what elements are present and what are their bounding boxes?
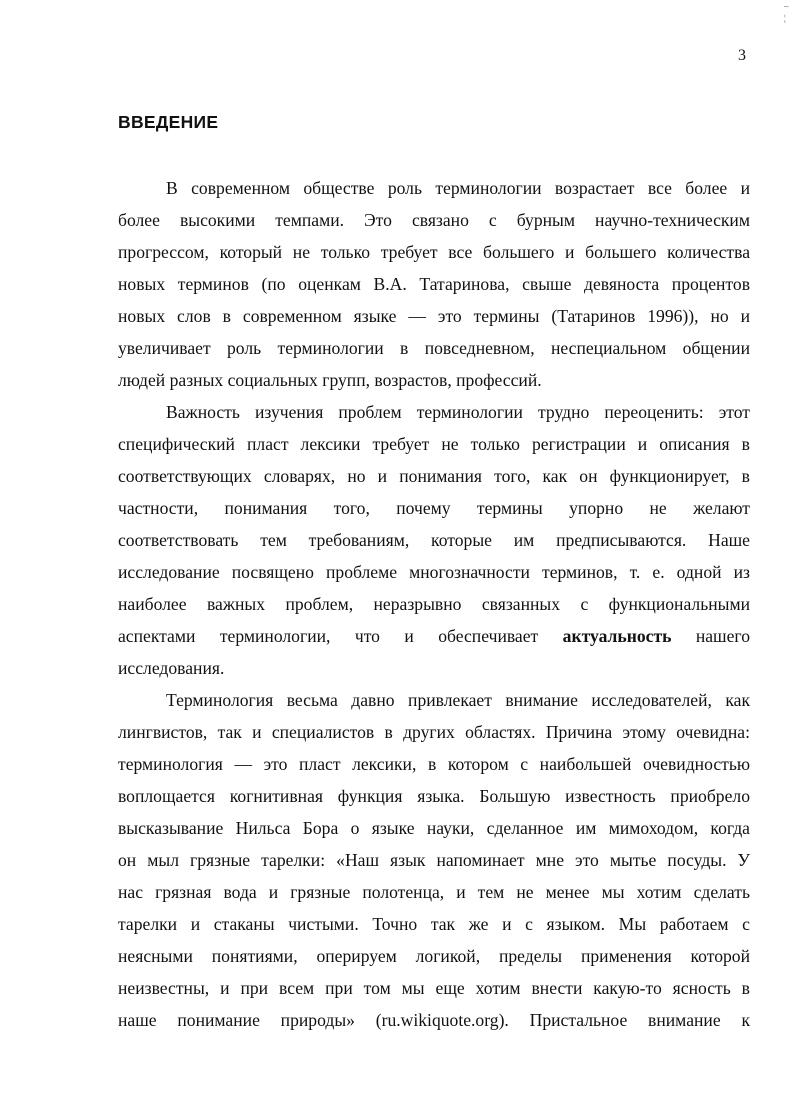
text-line: соответствующих словарях, но и понимания того, как он функционирует, в <box>118 466 750 486</box>
text-line: специфический пласт лексики требует не только регистрации и описания в <box>118 434 750 454</box>
text-line-with-emphasis <box>118 620 750 652</box>
page-number: 3 <box>738 47 746 64</box>
text-line: исследование посвящено проблеме многозначности терминов, т. е. одной из <box>118 562 750 582</box>
text-line: исследования. <box>118 658 225 678</box>
text-line: Важность изучения проблем терминологии трудно переоценить: этот <box>166 402 750 422</box>
emphasis-relevance: актуальность <box>562 626 672 646</box>
section-heading: ВВЕДЕНИЕ <box>118 112 219 132</box>
text-line: нас грязная вода и грязные полотенца, и тем не менее мы хотим сделать <box>118 882 750 902</box>
paragraph-3 <box>118 684 750 1036</box>
text-run: нашего <box>671 626 750 646</box>
text-line: неясными понятиями, оперируем логикой, пределы применения которой <box>118 946 750 966</box>
text-line: высказывание Нильса Бора о языке науки, сделанное им мимоходом, когда <box>118 818 750 838</box>
text-line: он мыл грязные тарелки: «Наш язык напоминает мне это мытье посуды. У <box>118 850 750 870</box>
text-line: неизвестны, и при всем при том мы еще хотим внести какую-то ясность в <box>118 978 750 998</box>
text-line: новых слов в современном языке — это термины (Татаринов 1996)), но и <box>118 306 750 326</box>
text-line: людей разных социальных групп, возрастов, профессий. <box>118 370 542 390</box>
text-run: аспектами терминологии, что и обеспечивает <box>118 626 563 646</box>
text-line: более высокими темпами. Это связано с бурным научно-техническим <box>118 210 750 230</box>
body-text <box>118 172 750 1036</box>
scan-corner-mark <box>784 0 789 24</box>
paragraph-2 <box>118 396 750 684</box>
text-line: лингвистов, так и специалистов в других областях. Причина этому очевидна: <box>118 722 750 742</box>
text-line: тарелки и стаканы чистыми. Точно так же и с языком. Мы работаем с <box>118 914 750 934</box>
text-line: воплощается когнитивная функция языка. Большую известность приобрело <box>118 786 750 806</box>
text-line: соответствовать тем требованиям, которые им предписываются. Наше <box>118 530 750 550</box>
text-line: В современном обществе роль терминологии возрастает все более и <box>166 178 750 198</box>
text-line: новых терминов (по оценкам В.А. Татаринова, свыше девяноста процентов <box>118 274 750 294</box>
corner-mark-dash: – <box>784 1 789 11</box>
text-line: частности, понимания того, почему термины упорно не желают <box>118 498 750 518</box>
text-line: наше понимание природы» (ru.wikiquote.org). Пристальное внимание к <box>118 1010 750 1030</box>
paragraph-1 <box>118 172 750 396</box>
text-line: прогрессом, который не только требует все большего и большего количества <box>118 242 750 262</box>
text-line: терминология — это пласт лексики, в котором с наибольшей очевидностью <box>118 754 750 774</box>
corner-mark-bar: ¦ <box>784 13 786 23</box>
text-line: наиболее важных проблем, неразрывно связанных с функциональными <box>118 594 750 614</box>
text-line: увеличивает роль терминологии в повседневном, неспециальном общении <box>118 338 750 358</box>
text-line: Терминология весьма давно привлекает внимание исследователей, как <box>166 690 750 710</box>
